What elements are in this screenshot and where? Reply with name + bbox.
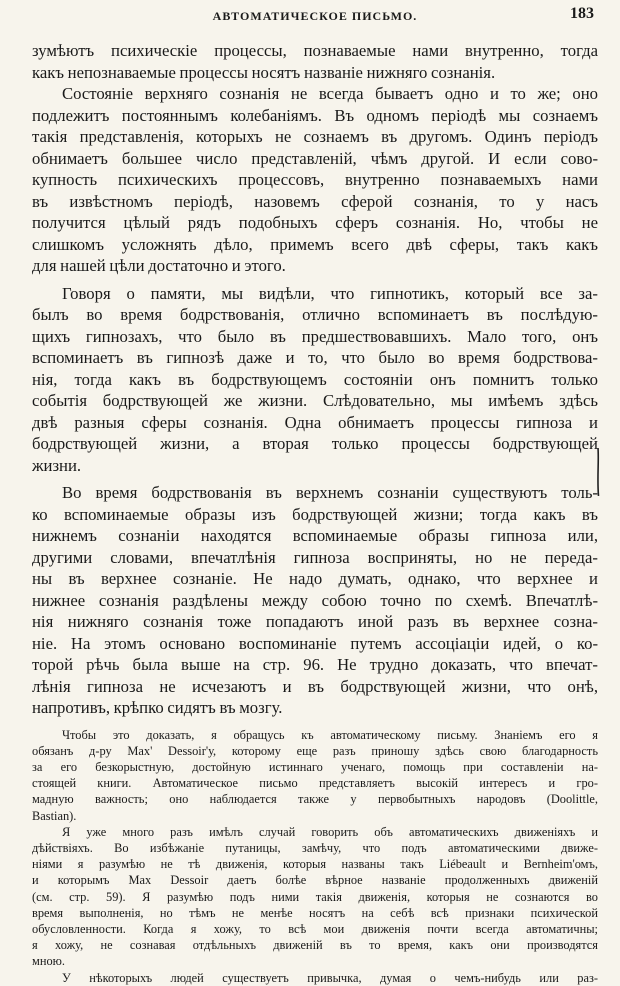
text-line: вспоминаетъ въ гипнозѣ даже и то, что было во время бодрствова- [32, 348, 598, 367]
footnote-line: я хожу, не сознавая отдѣльныхъ движеній въ то время, какъ они производятся [32, 938, 598, 953]
footnote-line: за его безкорыстную, достойную истиннаго ученаго, помощь при составленіи на- [32, 759, 598, 774]
text-line: ны въ верхнее сознаніе. Не надо думать, однако, что верхнее и [32, 569, 598, 588]
footnote-line: Bastian). [32, 808, 77, 823]
text-line: нія, тогда какъ въ бодрствующемъ состояніи онъ помнитъ только [32, 369, 598, 389]
page-number: 183 [570, 5, 594, 22]
text-line: въ извѣстномъ періодѣ, назовемъ сферой сознанія, то у насъ [32, 191, 598, 211]
text-line: нижнемъ сознаніи находятся вспоминаемые образы гипноза или, [32, 526, 598, 545]
footnote-line: обусловленности. Когда я хожу, то всѣ мои движенія почти всегда автоматичны; [32, 921, 598, 936]
text-line: Во время бодрствованія въ верхнемъ сознаніи существуютъ толь- [62, 483, 598, 502]
footnote-line: Чтобы это доказать, я обращусь къ автоматическому письму. Знаніемъ его я [62, 727, 598, 742]
text-line: Состояніе верхняго сознанія не всегда бываетъ одно и то же; оно [62, 84, 598, 103]
footnote-line: мною. [32, 954, 66, 969]
text-line: нія нижняго сознанія тоже попадаютъ иной разъ въ верхнее созна- [32, 612, 598, 631]
footnote-line: (см. стр. 59). Я разумѣю подъ ними такія движенія, которыя не сознаются во [32, 889, 598, 904]
text-line: жизни. [32, 455, 82, 475]
margin-pencil-mark [596, 448, 600, 496]
text-line: другими словами, впечатлѣнія гипноза восприняты, но не переда- [32, 547, 598, 567]
footnote-3 [32, 970, 598, 986]
footnote-line: мадную важность; оно наблюдается также у первобытныхъ народовъ (Doolittle, [32, 792, 598, 807]
text-line: ніе. На этомъ основано воспоминаніе путемъ ассоціаціи идей, о ко- [32, 633, 598, 653]
text-line: подлежитъ постояннымъ колебаніямъ. Въ одномъ періодѣ мы сознаемъ [32, 105, 598, 125]
text-line: такія представленія, которыхъ не сознаемъ въ другомъ. Одинъ періодъ [32, 127, 598, 146]
text-line: слишкомъ усложнять дѣло, примемъ всего двѣ сферы, такъ какъ [32, 234, 598, 254]
footnote-line: время выполненія, но тѣмъ не менѣе носятъ на себѣ всѣ признаки психической [32, 905, 598, 920]
text-line: купность психическихъ процессовъ, внутренно познаваемыхъ нами [32, 170, 598, 189]
text-line: нижнее сознанія раздѣлены между собою точно по схемѣ. Впечатлѣ- [32, 590, 598, 610]
text-line: зумѣютъ психическіе процессы, познаваемые нами внутренно, тогда [32, 41, 598, 60]
paragraph-1 [32, 40, 598, 83]
text-line: какъ непознаваемые процессы носятъ названіе нижняго сознанія. [32, 62, 496, 82]
text-line: событія бодрствующей же жизни. Слѣдовательно, мы имѣемъ здѣсь [32, 391, 598, 410]
footnote-line: обязанъ д-ру Max' Dessoir'у, которому еще разъ приношу здѣсь свою благодарность [32, 743, 598, 758]
footnote-line: У нѣкоторыхъ людей существуетъ привычка, думая о чемъ-нибудь или раз- [62, 970, 598, 985]
footnote-2 [32, 824, 598, 970]
text-line: для нашей цѣли достаточно и этого. [32, 256, 286, 275]
page-header [32, 0, 598, 40]
footnote-line: Я уже много разъ имѣлъ случай говорить объ автоматическихъ движеніяхъ и [62, 824, 598, 839]
paragraph-2 [32, 83, 598, 277]
text-line: ко вспоминаемые образы изъ бодрствующей жизни; тогда какъ въ [32, 504, 598, 524]
text-line: Говоря о памяти, мы видѣли, что гипнотикъ, который все за- [62, 283, 598, 303]
paragraph-4 [32, 482, 598, 719]
footnote-1 [32, 727, 598, 824]
running-title: АВТОМАТИЧЕСКОЕ ПИСЬМО. [212, 9, 418, 23]
footnotes [32, 727, 598, 986]
text-line: щихъ гипнозахъ, что было въ предшествовавшихъ. Мало того, онъ [32, 326, 598, 346]
text-line: двѣ разныя сферы сознанія. Одна обнимаетъ процессы гипноза и [32, 412, 598, 432]
main-text [32, 40, 598, 719]
footnote-line: и которымъ Max Dessoir даетъ болѣе вѣрное названіе продолженныхъ движеній [32, 873, 598, 888]
footnote-line: стоящей книги. Автоматическое письмо представляетъ высокій интересъ и гро- [32, 776, 598, 791]
text-line: бодрствующей жизни, а вторая только процессы бодрствующей [32, 434, 598, 453]
text-line: лѣнія гипноза не исчезаютъ и въ бодрствующей жизни, что онѣ, [32, 676, 598, 696]
text-line: получится цѣлый рядъ подобныхъ сферъ сознанія. Но, чтобы не [32, 213, 598, 232]
footnote-line: дѣйствіяхъ. Во избѣжаніе путаницы, замѣчу, что подъ автоматическими движе- [32, 840, 598, 855]
text-line: обнимаетъ большее число представленій, чѣмъ другой. И если сово- [32, 148, 598, 168]
footnote-line: ніями я разумѣю не тѣ движенія, которыя названы такъ Liébeault и Bernheim'омъ, [32, 857, 598, 872]
paragraph-3 [32, 283, 598, 477]
text-line: былъ во время бодрствованія, отлично вспоминаетъ въ послѣдую- [32, 305, 598, 324]
text-line: торой рѣчь была выше на стр. 96. Не трудно доказать, что впечат- [32, 655, 598, 674]
text-line: напротивъ, крѣпко сидятъ въ мозгу. [32, 698, 283, 717]
